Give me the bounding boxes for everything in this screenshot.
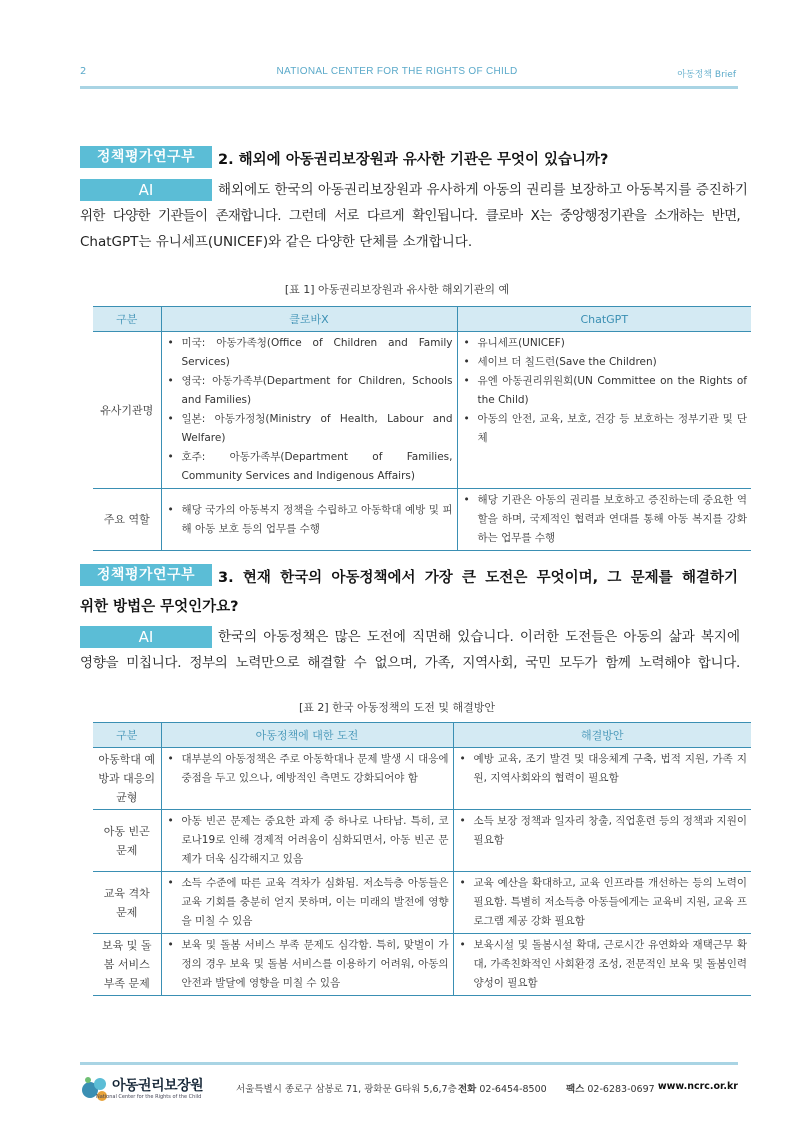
list-item: • 호주: 아동가족부(Department of Families, Community Services and Indigenous Affairs) [166,448,453,486]
fax-number: 02-6283-0697 [587,1084,655,1095]
table-header-cell: ChatGPT [457,307,751,332]
table-row [93,872,751,934]
org-name: 아동권리보장원 [112,1078,204,1094]
table-header-row [93,723,751,748]
brief-label: 아동정책 Brief [677,70,736,80]
table-cell [161,934,453,996]
table-cell [457,489,751,551]
table-2-caption: [표 2] 한국 아동정책의 도전 및 해결방안 [299,701,495,714]
answer-line: 한국의 아동정책은 많은 도전에 직면해 있습니다. 이러한 도전들은 아동의 삶과 복지에 [218,629,740,645]
list-item: • 일본: 아동가정청(Ministry of Health, Labour and Welfare) [166,410,453,448]
table-row [93,489,751,551]
list-item: • 미국: 아동가족청(Office of Children and Family Services) [166,334,453,372]
org-subtitle: National Center for the Rights of the Child [96,1094,202,1100]
list-item: • 유엔 아동권리위원회(UN Committee on the Rights of the Child) [462,372,748,410]
list-item: • 아동 빈곤 문제는 중요한 과제 중 하나로 나타남. 특히, 코로나19로 인해 경제적 어려움이 심화되면서, 아동 빈곤 문제가 더욱 심각해지고 있음 [166,812,449,869]
dept-tag: 정책평가연구부 [80,564,212,586]
row-label: 아동학대 예방과 대응의 균형 [93,748,161,810]
answer-line: ChatGPT는 유니세프(UNICEF)와 같은 다양한 단체를 소개합니다. [80,234,473,250]
running-title: NATIONAL CENTER FOR THE RIGHTS OF CHILD [276,66,518,77]
table-row [93,332,751,489]
website-link[interactable]: www.ncrc.or.kr [657,1081,738,1092]
table-cell [161,332,457,489]
fax-label: 팩스 [566,1084,585,1095]
table-cell [453,748,751,810]
table-1 [93,306,751,551]
list-item: • 소득 수준에 따른 교육 격차가 심화됨. 저소득층 아동들은 교육 기회를 충분히 얻지 못하며, 이는 미래의 발전에 영향을 미칠 수 있음 [166,874,449,931]
question-2: 2. 해외에 아동권리보장원과 유사한 기관은 무엇이 있습니까? [218,152,609,168]
table-cell [161,872,453,934]
list-item: • 영국: 아동가족부(Department for Children, Schools and Families) [166,372,453,410]
list-item: • 예방 교육, 조기 발견 및 대응체계 구축, 법적 지원, 가족 지원, 지역사회와의 협력이 필요함 [458,750,748,788]
question-3-line2: 위한 방법은 무엇인가요? [80,599,239,615]
row-label: 교육 격차 문제 [93,872,161,934]
table-cell [453,934,751,996]
table-cell [161,489,457,551]
table-header-cell: 해결방안 [453,723,751,748]
row-label: 아동 빈곤 문제 [93,810,161,872]
table-header-cell: 구분 [93,307,161,332]
list-item: • 아동의 안전, 교육, 보호, 건강 등 보호하는 정부기관 및 단체 [462,410,748,448]
table-header-cell: 아동정책에 대한 도전 [161,723,453,748]
phone [458,1081,547,1095]
table-header-cell: 클로바X [161,307,457,332]
list-item: • 보육시설 및 돌봄시설 확대, 근로시간 유연화와 재택근무 확대, 가족친화적인 사회환경 조성, 전문적인 보육 및 돌봄인력 양성이 필요함 [458,936,748,993]
answer-line: 해외에도 한국의 아동권리보장원과 유사하게 아동의 권리를 보장하고 아동복지를 증진하기 [218,182,748,198]
table-cell [453,810,751,872]
list-item: • 해당 기관은 아동의 권리를 보호하고 증진하는데 중요한 역할을 하며, 국제적인 협력과 연대를 통해 아동 복지를 강화하는 업무를 수행 [462,491,748,548]
list-item: • 소득 보장 정책과 일자리 창출, 직업훈련 등의 정책과 지원이 필요함 [458,812,748,850]
answer-line: 영향을 미칩니다. 정부의 노력만으로 해결할 수 없으며, 가족, 지역사회, 국민 모두가 함께 노력해야 합니다. [80,655,740,671]
list-item: • 보육 및 돌봄 서비스 부족 문제도 심각함. 특히, 맞벌이 가정의 경우 보육 및 돌봄 서비스를 이용하기 어려워, 아동의 안전과 발달에 영향을 미칠 수 있음 [166,936,449,993]
table-cell [453,872,751,934]
list-item: • 해당 국가의 아동복지 정책을 수립하고 아동학대 예방 및 피해 아동 보호 등의 업무를 수행 [166,501,453,539]
list-item: • 세이브 더 칠드런(Save the Children) [462,353,748,372]
question-3-line1: 3. 현재 한국의 아동정책에서 가장 큰 도전은 무엇이며, 그 문제를 해결하기 [218,570,738,586]
answer-2 [80,177,748,255]
header-rule [80,86,738,89]
ai-tag: AI [80,179,212,201]
table-1-caption: [표 1] 아동권리보장원과 유사한 해외기관의 예 [284,283,510,296]
page-number: 2 [80,66,87,77]
table-2 [93,722,751,996]
table-row [93,934,751,996]
fax [566,1081,655,1095]
phone-label: 전화 [458,1084,477,1095]
ai-tag: AI [80,626,212,648]
table-row [93,810,751,872]
answer-3 [80,624,740,676]
row-label: 유사기관명 [93,332,161,489]
table-cell [457,332,751,489]
table-header-row [93,307,751,332]
dept-tag: 정책평가연구부 [80,146,212,168]
address: 서울특별시 종로구 삼봉로 71, 광화문 G타워 5,6,7층 [236,1084,457,1095]
footer-rule [80,1062,738,1065]
row-label: 보육 및 돌봄 서비스 부족 문제 [93,934,161,996]
table-row [93,748,751,810]
phone-number: 02-6454-8500 [479,1084,547,1095]
table-header-cell: 구분 [93,723,161,748]
answer-line: 위한 다양한 기관들이 존재합니다. 그런데 서로 다르게 확인됩니다. 클로바 X는 중앙행정기관을 소개하는 반면, [80,208,740,224]
list-item: • 교육 예산을 확대하고, 교육 인프라를 개선하는 등의 노력이 필요함. 특별히 저소득층 아동들에게는 교육비 지원, 교육 프로그램 제공 강화 필요함 [458,874,748,931]
org-logo-icon [80,1072,112,1106]
list-item: • 대부분의 아동정책은 주로 아동학대나 문제 발생 시 대응에 중점을 두고 있으나, 예방적인 측면도 강화되어야 함 [166,750,449,788]
table-cell [161,748,453,810]
row-label: 주요 역할 [93,489,161,551]
table-cell [161,810,453,872]
list-item: • 유니세프(UNICEF) [462,334,748,353]
